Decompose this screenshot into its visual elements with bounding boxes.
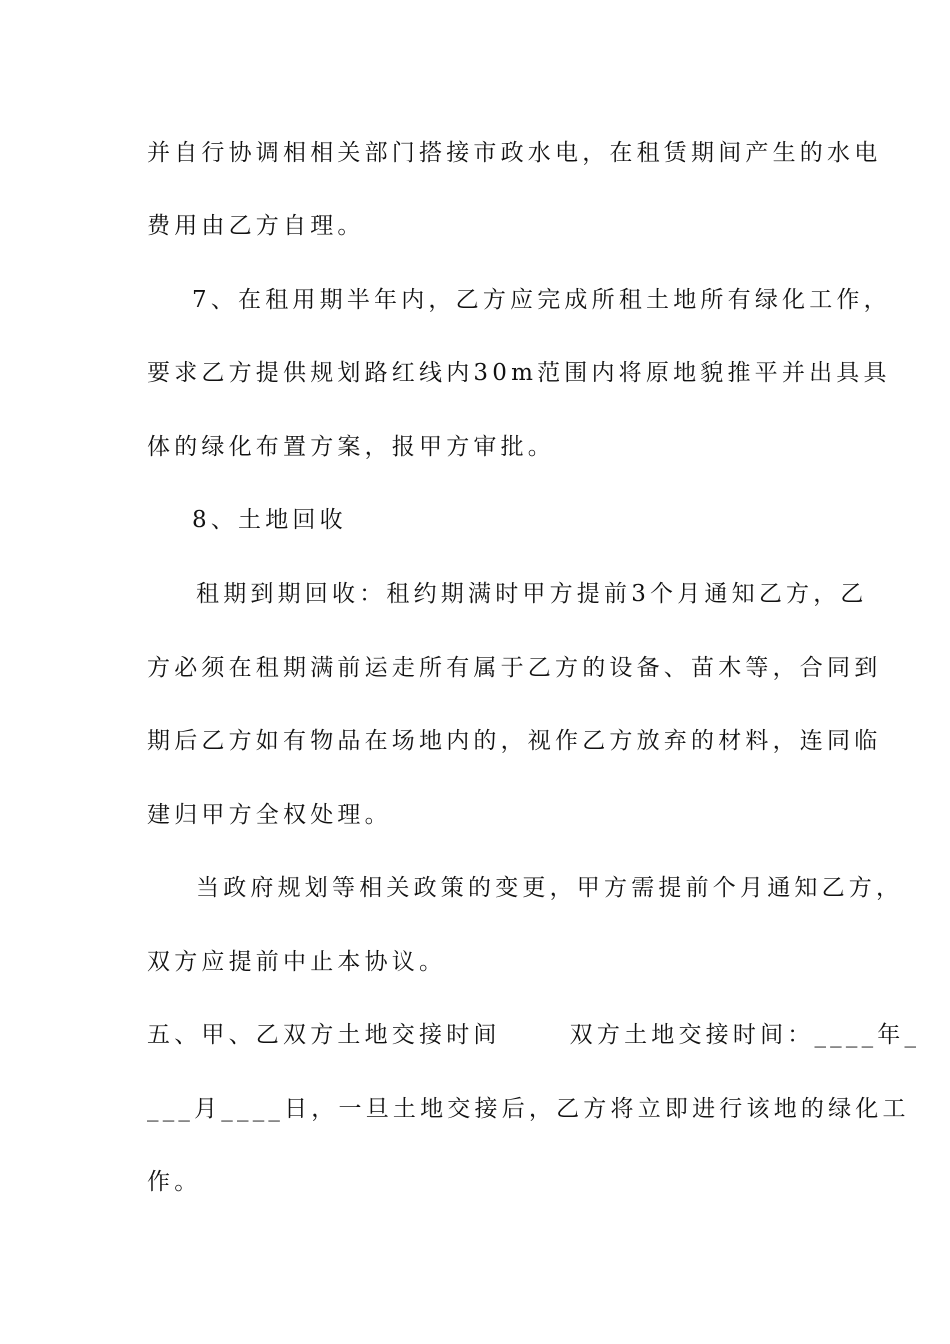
text-line: ___月____日，一旦土地交接后，乙方将立即进行该地的绿化工 bbox=[147, 1096, 910, 1122]
text-line: 作。 bbox=[147, 1169, 202, 1195]
text-line: 体的绿化布置方案，报甲方审批。 bbox=[147, 434, 555, 460]
text-line: 租期到期回收：租约期满时甲方提前3个月通知乙方，乙 bbox=[196, 581, 868, 607]
text-line: 建归甲方全权处理。 bbox=[147, 802, 392, 828]
text-line: 当政府规划等相关政策的变更，甲方需提前个月通知乙方， bbox=[196, 875, 904, 901]
text-line: 并自行协调相相关部门搭接市政水电，在租赁期间产生的水电 bbox=[147, 140, 882, 166]
text-line: 方必须在租期满前运走所有属于乙方的设备、苗木等，合同到 bbox=[147, 655, 882, 681]
text-line: 要求乙方提供规划路红线内30m范围内将原地貌推平并出具具 bbox=[147, 360, 891, 386]
section-5-heading: 五、甲、乙双方土地交接时间 双方土地交接时间：____年_ bbox=[147, 1022, 921, 1048]
text-line: 费用由乙方自理。 bbox=[147, 213, 365, 239]
text-line: 双方应提前中止本协议。 bbox=[147, 949, 447, 975]
clause-7-heading: 7、在租用期半年内，乙方应完成所租土地所有绿化工作， bbox=[192, 287, 891, 313]
clause-8-heading: 8、土地回收 bbox=[192, 507, 347, 533]
text-line: 期后乙方如有物品在场地内的，视作乙方放弃的材料，连同临 bbox=[147, 728, 882, 754]
